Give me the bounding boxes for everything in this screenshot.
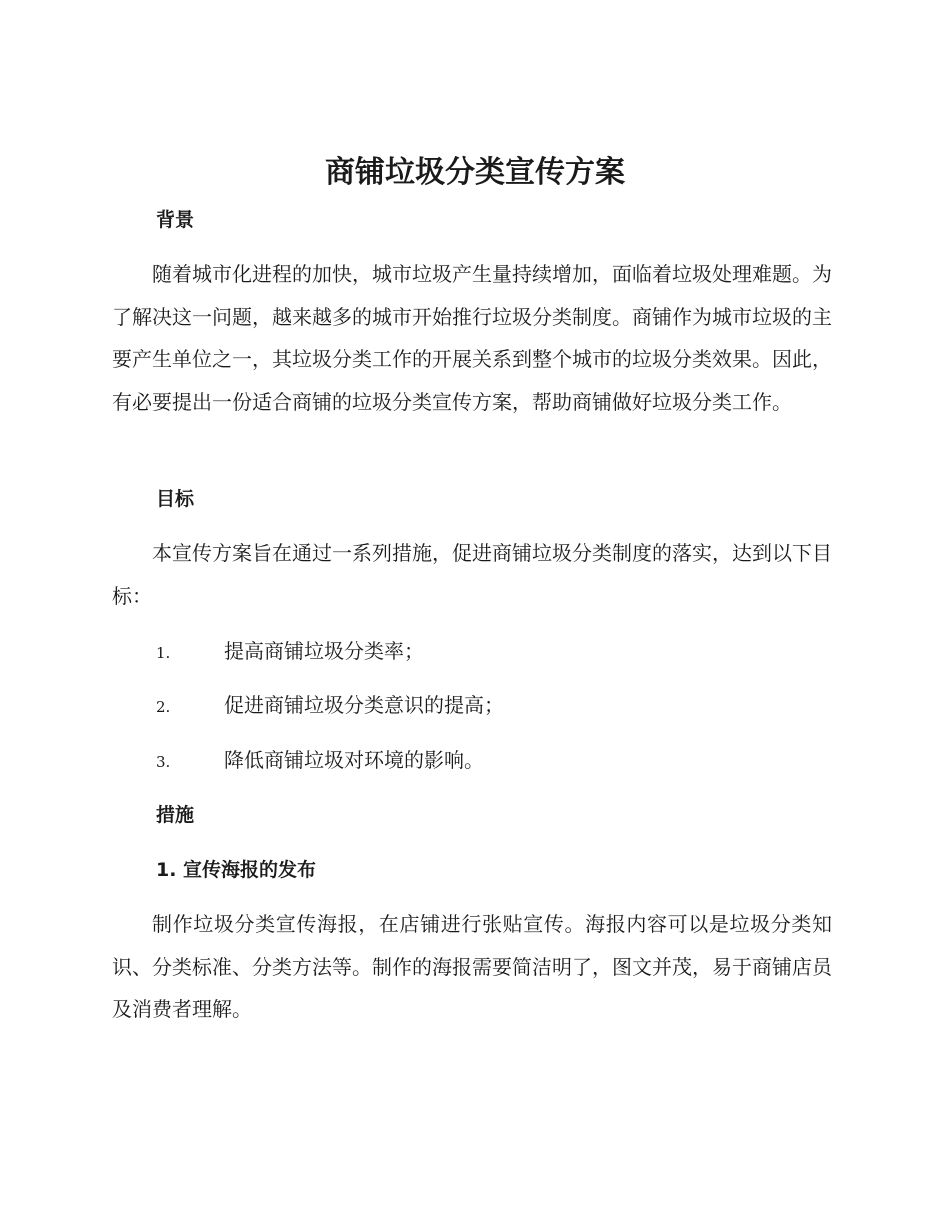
section-heading-background: 背景 [156,209,195,231]
section-heading-goals: 目标 [156,488,195,510]
list-item-text: 降低商铺垃圾对环境的影响。 [224,748,484,772]
goal-list-item [156,691,504,721]
list-item-number: 3. [156,753,171,771]
list-item-number: 1. [156,644,171,662]
list-item-text: 提高商铺垃圾分类率； [224,639,424,663]
document-title: 商铺垃圾分类宣传方案 [325,155,625,190]
list-item-text: 促进商铺垃圾分类意识的提高； [224,693,504,717]
posters-paragraph: 制作垃圾分类宣传海报，在店铺进行张贴宣传。海报内容可以是垃圾分类知识、分类标准、分类方法等。制作的海报需要简洁明了，图文并茂，易于商铺店员及消费者理解。 [112,912,832,1021]
list-item-number: 2. [156,698,171,716]
goals-paragraph: 本宣传方案旨在通过一系列措施，促进商铺垃圾分类制度的落实，达到以下目标： [112,541,832,608]
goal-list-item [156,746,484,776]
background-paragraph: 随着城市化进程的加快，城市垃圾产生量持续增加，面临着垃圾处理难题。为了解决这一问题，越来越多的城市开始推行垃圾分类制度。商铺作为城市垃圾的主要产生单位之一，其垃圾分类工作的开展关系到整个城市的垃圾分类效果。因此，有必要提出一份适合商铺的垃圾分类宣传方案，帮助商铺做好垃圾分类工作。 [112,262,832,414]
goal-list-item [156,637,424,667]
section-heading-measures: 措施 [156,804,195,826]
subsection-heading-posters: 1. 宣传海报的发布 [156,859,317,881]
